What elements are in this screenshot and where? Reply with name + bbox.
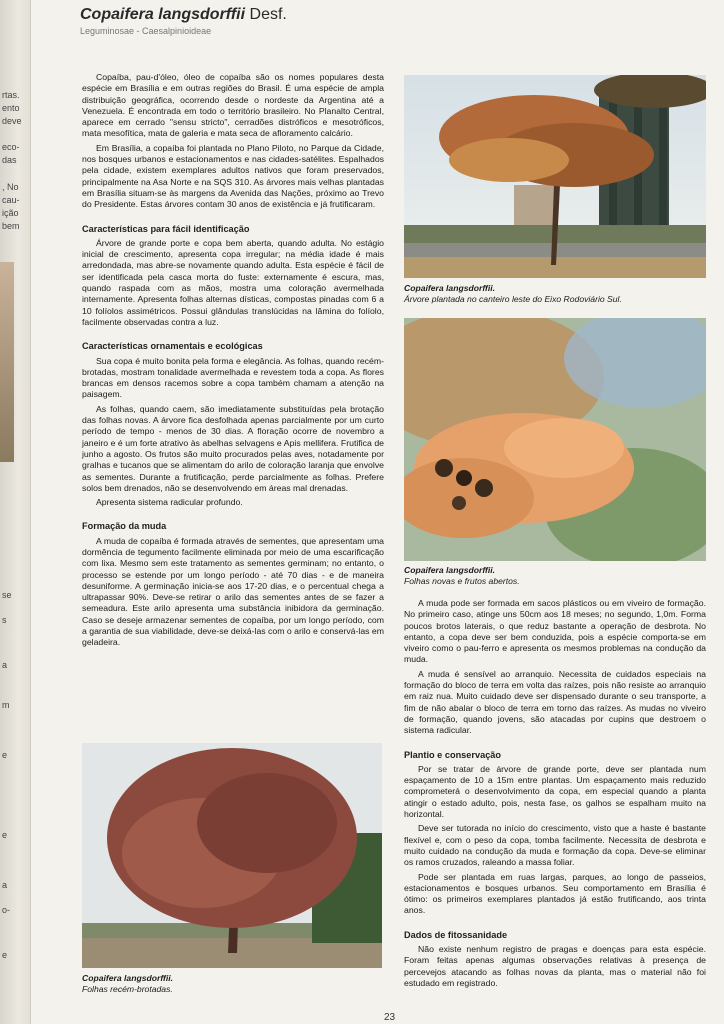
section-heading: Plantio e conservação <box>404 749 502 760</box>
gutter-fragment: a <box>2 660 8 670</box>
body-paragraph: A muda de copaíba é formada através de sementes, que apresentam uma dormência de tegumento facilmente eliminada por meio de uma escarificação com lixa. Mesmo sem este tratamento as sementes germinam; no entanto, o processo se estende por um longo período - até 70 dias - e de maneira desuniforme. A germinação inicia-se aos 17-20 dias, e o percentual chega a ultrapassar 90%. Deve-se retirar o arilo das sementes antes de se fazer a semeadura. Este arilo apresenta uma substância inibidora da germinação. Caso se deseje armazenar sementes de copaíba, por um longo período, com a garantia de sua viabilidade, deve-se deixá-las com o arilo e conservá-las em geladeira. <box>82 535 384 648</box>
gutter-fragment: e <box>2 750 8 760</box>
page-title <box>80 6 287 24</box>
figure-caption <box>404 565 706 586</box>
body-paragraph: A muda pode ser formada em sacos plásticos ou em viveiro de formação. No primeiro caso, atinge uns 50cm aos 18 meses; no segundo, 1,0m. Forma poucos brotos laterais, o que reduz bastante a operação de desbrota. No entanto, a copa deve ser bem conduzida, pois a espécie comporta-se em viveiro como o pau-ferro e apresenta os mesmos problemas na condução da muda. <box>404 598 706 665</box>
body-paragraph: As folhas, quando caem, são imediatamente substituídas pela brotação das folhas novas. A árvore fica desfolhada apenas parcialmente por um curto período de tempo - menos de 30 dias. A floração ocorre de novembro a janeiro e é um forte atrativo às abelhas selvagens e Apis mellifera. Frutifica de junho a agosto. Os frutos são muito procurados pelas aves, notadamente por gralhas e tucanos que se alimentam do arilo de coloração laranja que envolve as sementes. Durante a frutificação, perde parcialmente as folhas. Prefere solos bem drenados, não se desenvolvendo em áreas mal drenadas. <box>82 403 384 493</box>
gutter-fragment: e <box>2 830 8 840</box>
caption-subtitle: Folhas novas e frutos abertos. <box>404 575 520 586</box>
previous-page-edge <box>0 0 31 1024</box>
body-paragraph: Não existe nenhum registro de pragas e doenças para esta espécie. Foram feitas apenas algumas observações relativas à presença de percevejos atacando as folhas novas da planta, mas o material não foi estudado em registrado. <box>404 944 706 988</box>
figure-caption <box>82 973 382 994</box>
caption-subtitle: Árvore plantada no canteiro leste do Eixo Rodoviário Sul. <box>404 293 622 304</box>
body-paragraph: Deve ser tutorada no início do crescimento, visto que a haste é bastante flexível e, com o peso da copa, tomba facilmente. Necessita de desbrota e muito cuidado na condução da muda e formação da copa. Deve-se eliminar os ramos cruzados, raleando a massa foliar. <box>404 823 706 868</box>
body-paragraph: Pode ser plantada em ruas largas, parques, ao longo de passeios, estacionamentos e bosques urbanos. Seu comportamento em Brasília é ótimo: os primeiros exemplares plantados já estão frutificando, aos trinta anos. <box>404 871 706 916</box>
page-number: 23 <box>384 1012 396 1023</box>
intro-paragraph: Copaíba, pau-d'óleo, óleo de copaíba são os nomes populares desta espécie em Brasília e em outras regiões do Brasil. É uma espécie de ampla distribuição geográfica, ocorrendo desde o nordeste da Argentina até a Venezuela. É encontrada em todo o território brasileiro. No Planalto Central, aparece em cerrado "sensu stricto", cerradões distróficos e mesotróficos, mata mesofítica, mata de galeria e mata seca de afloramento calcário. <box>82 72 384 139</box>
species-author: Desf. <box>249 6 287 23</box>
gutter-fragment: bem <box>2 221 20 231</box>
gutter-fragment: ento <box>2 103 20 113</box>
gutter-fragment: deve <box>2 116 22 126</box>
gutter-photo-fragment <box>0 262 14 462</box>
section-heading: Formação da muda <box>82 521 167 532</box>
caption-title: Copaifera langsdorffii. <box>82 973 174 983</box>
body-paragraph: Apresenta sistema radicular profundo. <box>96 497 243 508</box>
gutter-fragment: se <box>2 590 12 600</box>
gutter-fragment: das <box>2 155 17 165</box>
section-heading: Dados de fitossanidade <box>404 929 508 940</box>
intro-paragraph: Em Brasília, a copaíba foi plantada no Plano Piloto, no Parque da Cidade, nos bosques urbanos e estacionamentos e nas cidades-satélites. Espalhados pela cidade, existem exemplares adultos nativos que foram preservados, principalmente na Asa Norte e na SQS 310. As árvores mais velhas plantadas em Brasília situam-se às margens da Avenida das Nações, próximo ao Trevo do Presidente. Estas árvores contam 30 anos de existência e já frutificaram. <box>82 142 384 210</box>
gutter-fragment: ição <box>2 208 19 218</box>
body-paragraph: Árvore de grande porte e copa bem aberta, quando adulta. No estágio inicial de crescimento, apresenta copa irregular; na média idade é mais arredondada, mas abre-se novamente quando adulta. Esta espécie é fácil de ser identificada pela casca morta do fuste: externamente é escura, mas, quando raspada com as mãos, mostra uma coloração avermelhada internamente. Apresenta folhas alternas dísticas, compostas pinadas com 6 a 10 folíolos assimétricos. Possui glândulas translúcidas na lâmina do folíolo, facilmente observadas contra a luz. <box>82 237 384 327</box>
section-heading: Características ornamentais e ecológicas <box>82 341 263 352</box>
body-paragraph: A muda é sensível ao arranquio. Necessita de cuidados especiais na formação do bloco de terra em volta das raízes, pois não resiste ao arranquio em raiz nua. Muito cuidado deve ser dispensado durante o seu transporte, a fim de não abalar o bloco de terra em torno das raízes. As mudas no viveiro de formação, quando jovens, são atacadas por cupins que destroem o sistema radicular. <box>404 668 706 736</box>
gutter-fragment: s <box>2 615 7 625</box>
photo-leaves-fruits <box>404 318 706 561</box>
gutter-fragment: rtas. <box>2 90 20 100</box>
gutter-fragment: , No <box>2 182 19 192</box>
gutter-fragment: eco- <box>2 142 20 152</box>
page-header <box>80 6 287 36</box>
photo-tree-eixo-rodoviario <box>404 75 706 278</box>
body-paragraph: Por se tratar de árvore de grande porte, deve ser plantada num espaçamento de 10 a 15m entre plantas. Um espaçamento mais reduzido comprometerá o desenvolvimento da copa, em especial quando a planta atingir o estado adulto, pois, nesta fase, os galhos se espalham muito na horizontal. <box>404 763 706 820</box>
gutter-fragment: cau- <box>2 195 20 205</box>
gutter-fragment: o- <box>2 905 11 915</box>
species-name: Copaifera langsdorffii <box>80 6 246 23</box>
body-paragraph: Sua copa é muito bonita pela forma e elegância. As folhas, quando recém-brotadas, mostram tonalidade avermelhada e revestem toda a copa. As flores brancas em densos racemos sobre a copa também chamam a atenção na paisagem. <box>82 355 384 400</box>
gutter-fragment: a <box>2 880 8 890</box>
section-heading: Características para fácil identificação <box>82 223 250 234</box>
caption-title: Copaifera langsdorffii. <box>404 283 496 293</box>
gutter-fragment: e <box>2 950 8 960</box>
caption-subtitle: Folhas recém-brotadas. <box>82 983 173 994</box>
photo-tree-new-leaves <box>82 743 382 968</box>
figure-caption <box>404 283 706 304</box>
left-column <box>82 72 384 652</box>
right-column <box>404 598 706 992</box>
family-name: Leguminosae - Caesalpinioideae <box>80 26 212 36</box>
caption-title: Copaifera langsdorffii. <box>404 565 496 575</box>
gutter-fragment: m <box>2 700 10 710</box>
